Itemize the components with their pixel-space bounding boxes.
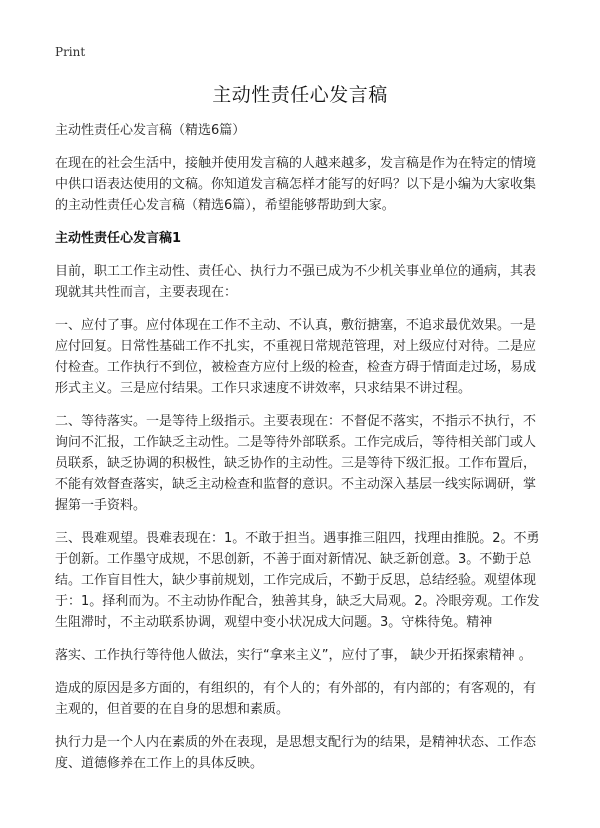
- body-paragraph: 三、畏难观望。畏难表现在：1。不敢于担当。遇事推三阻四，找理由推脱。2。不勇于创新。工作墨守成规，不思创新，不善于面对新情况、缺乏新创意。3。不勤于总结。工作盲目性大，缺少事前规划，工作完成后，不勤于反思，总结经验。观望体现于：1。择利而为。不主动协作配合，独善其身，缺乏大局观。2。冷眼旁观。工作发生阻滞时，不主动联系协调，观望中变小状况成大问题。3。守株待兔。精神: [55, 531, 540, 630]
- body-paragraph: 目前，职工工作主动性、责任心、执行力不强已成为不少机关事业单位的通病，其表现就其共性而言，主要表现在：: [55, 264, 537, 300]
- page-title: 主动性责任心发言稿: [212, 84, 388, 106]
- intro-paragraph: 在现在的社会生活中，接触并使用发言稿的人越来越多，发言稿是作为在特定的情境中供口语表达使用的文稿。你知道发言稿怎样才能写的好吗？以下是小编为大家收集的主动性责任心发言稿（精选6篇），希望能够帮助到大家。: [55, 156, 537, 213]
- body-paragraph: 造成的原因是多方面的，有组织的，有个人的；有外部的，有内部的；有客观的，有主观的，但首要的在自身的思想和素质。: [55, 681, 537, 717]
- body-paragraph: 落实、工作执行等待他人做法，实行“拿来主义”，应付了事， 缺少开拓探索精神 。: [55, 648, 532, 663]
- document-body: [55, 120, 547, 786]
- print-link[interactable]: Print: [55, 45, 86, 59]
- body-paragraph: 一、应付了事。应付体现在工作不主动、不认真，敷衍搪塞，不追求最优效果。一是应付回复。日常性基础工作不扎实，不重视日常规范管理，对上级应付对待。二是应付检查。工作执行不到位，被检查方应付上级的检查，检查方碍于情面走过场，易成形式主义。三是应付结果。工作只求速度不讲效率，只求结果不讲过程。: [55, 318, 537, 396]
- body-paragraph: 执行力是一个人内在素质的外在表现，是思想支配行为的结果，是精神状态、工作态度、道德修养在工作上的具体反映。: [55, 735, 537, 771]
- document-subtitle: 主动性责任心发言稿（精选6篇）: [55, 123, 246, 138]
- body-paragraph: 二、等待落实。一是等待上级指示。主要表现在：不督促不落实，不指示不执行，不询问不汇报，工作缺乏主动性。二是等待外部联系。工作完成后，等待相关部门或人员联系，缺乏协调的积极性，缺乏协作的主动性。三是等待下级汇报。工作布置后，不能有效督查落实，缺乏主动检查和监督的意识。不主动深入基层一线实际调研，掌握第一手资料。: [55, 414, 537, 513]
- section-heading: 主动性责任心发言稿1: [55, 231, 182, 246]
